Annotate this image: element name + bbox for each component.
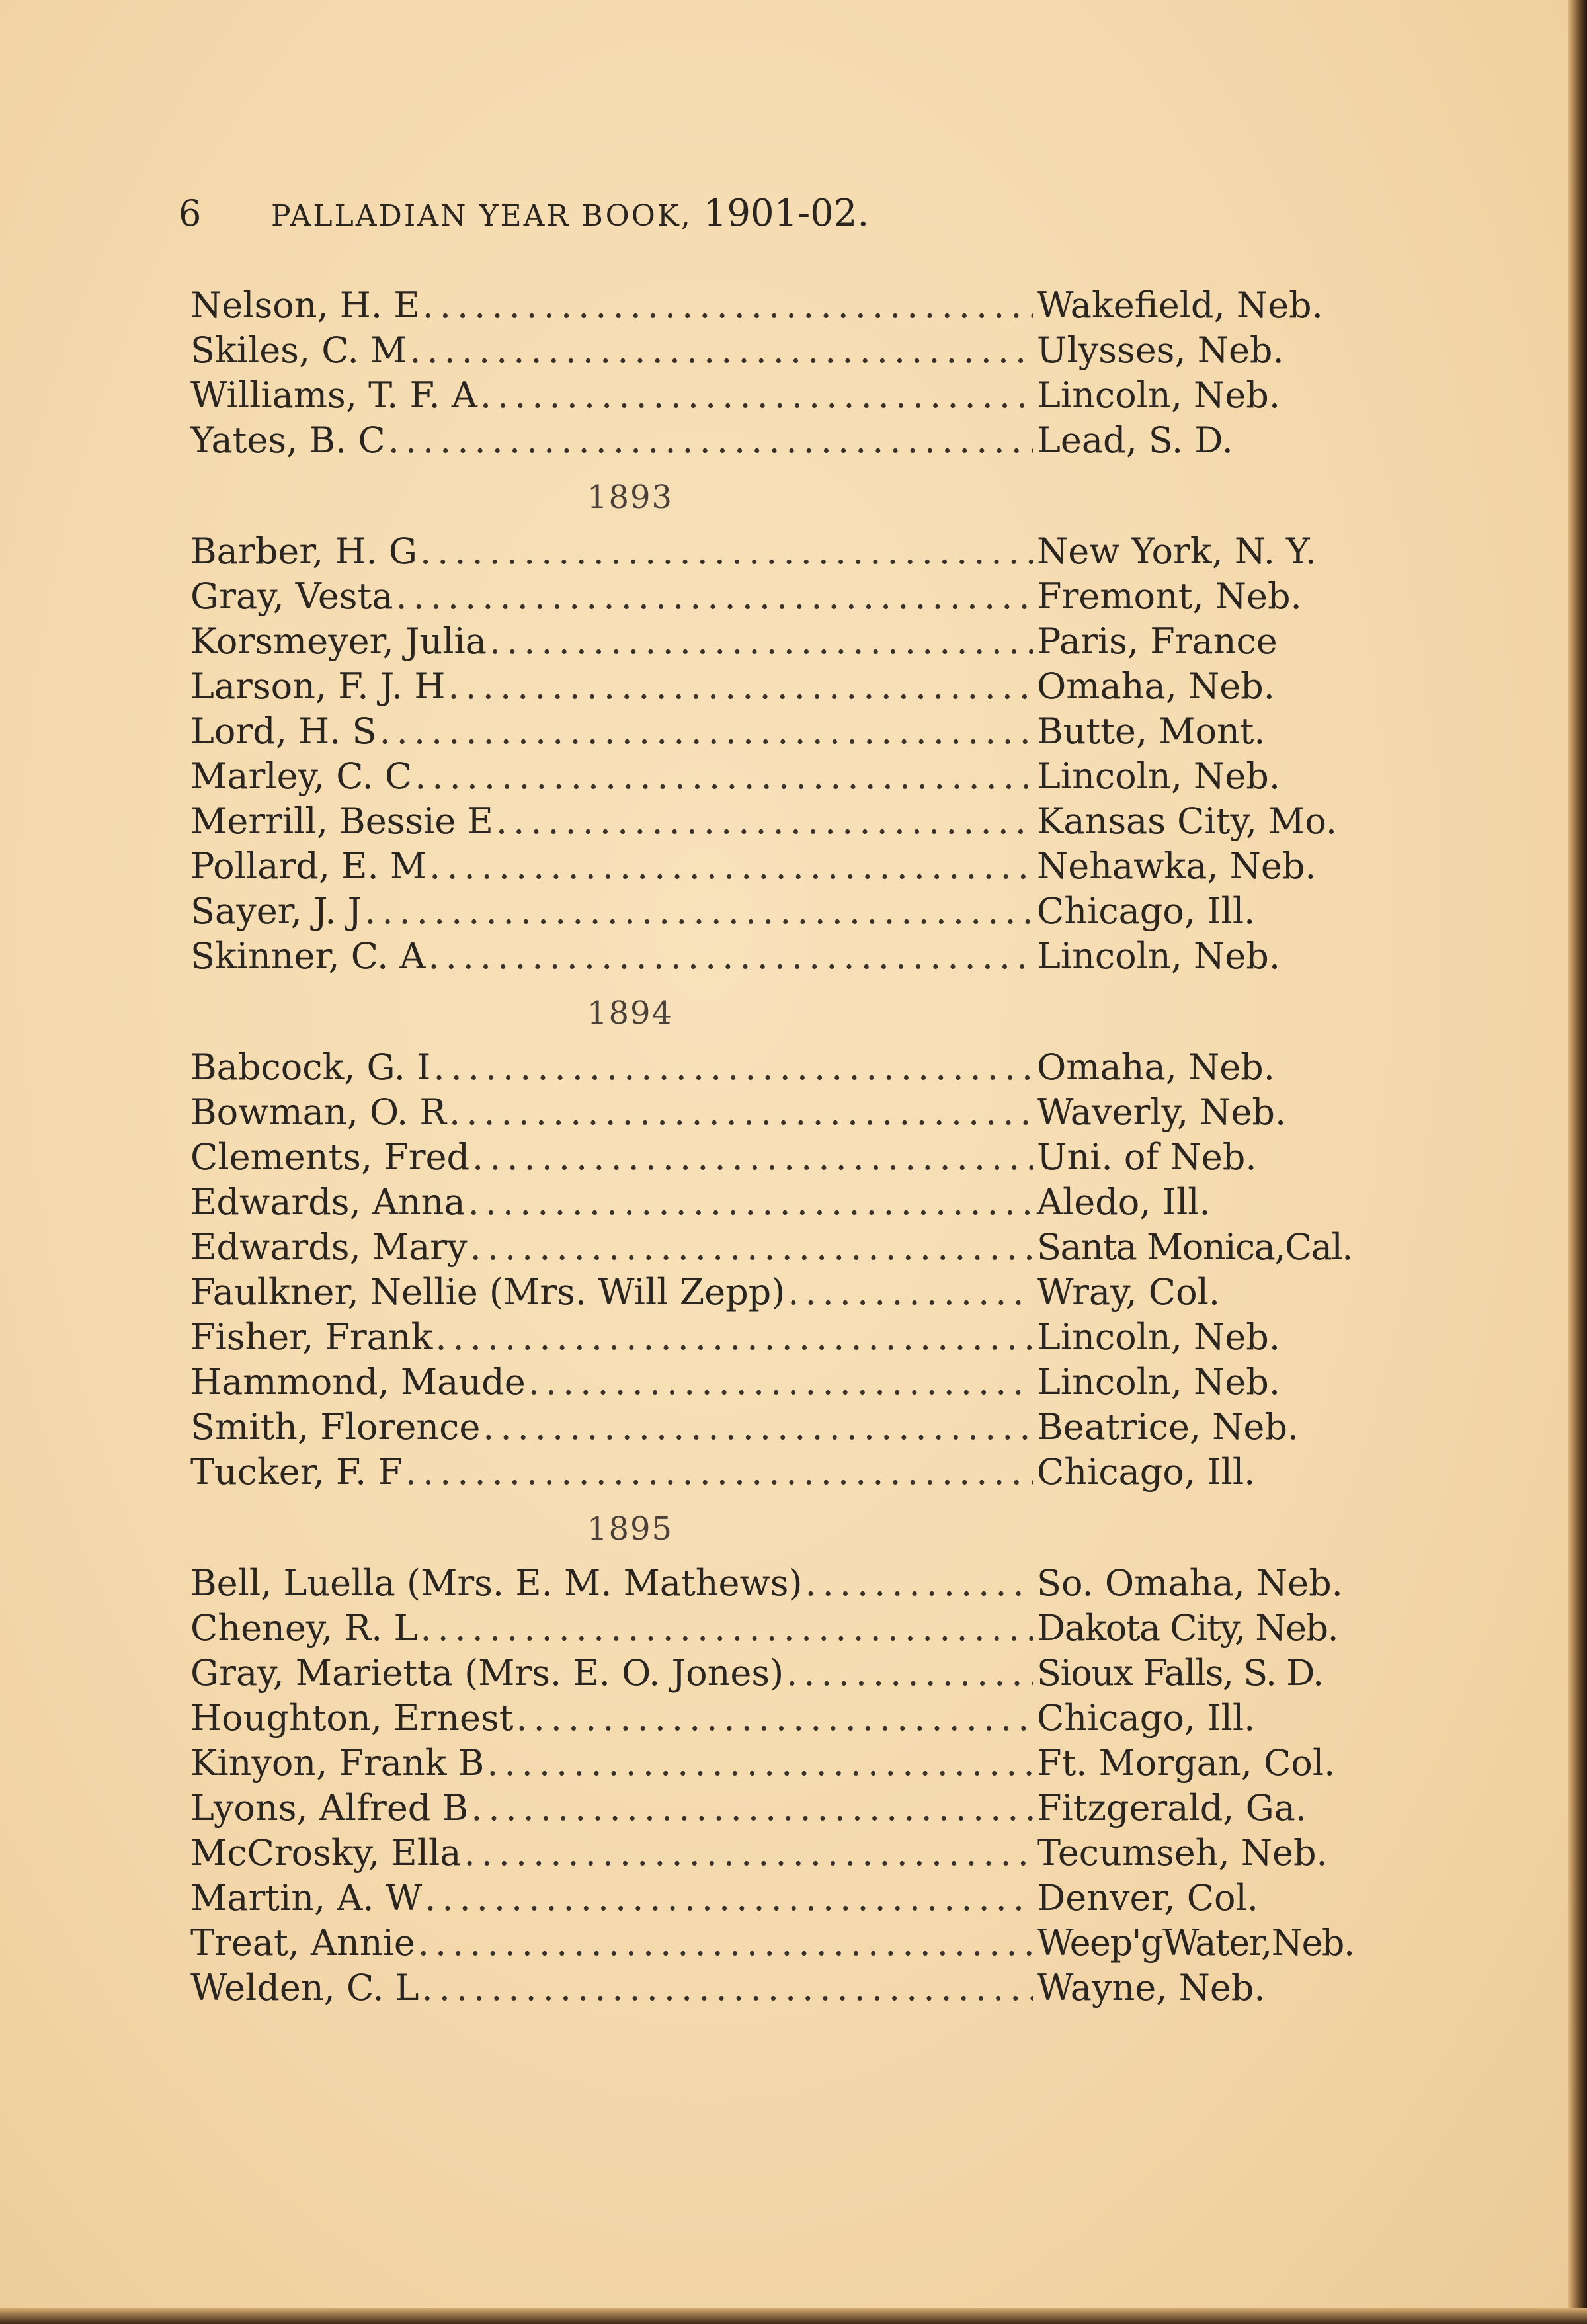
page-edge-bottom — [0, 2308, 1587, 2324]
dot-leader — [487, 1742, 1033, 1784]
entry-name: Yates, B. C — [190, 419, 386, 461]
list-item — [190, 935, 1420, 980]
dot-leader — [415, 755, 1033, 797]
list-item — [190, 800, 1420, 845]
dot-leader — [496, 800, 1033, 842]
entry-name: Smith, Florence — [190, 1406, 481, 1448]
entry-name: Edwards, Anna — [190, 1181, 466, 1223]
list-item — [190, 620, 1420, 665]
entry-name: Clements, Fred — [190, 1136, 470, 1178]
dot-leader — [380, 710, 1034, 752]
entry-place: Lead, S. D. — [1037, 419, 1233, 461]
entry-place: Lincoln, Neb. — [1037, 755, 1280, 797]
entry-place: Wayne, Neb. — [1037, 1967, 1266, 2009]
section-year-heading: 1895 — [587, 1511, 674, 1548]
entry-place: Denver, Col. — [1037, 1877, 1258, 1919]
dot-leader — [423, 284, 1033, 326]
entry-place: Santa Monica,Cal. — [1037, 1226, 1352, 1268]
entry-place: Lincoln, Neb. — [1037, 1361, 1280, 1403]
dot-leader — [435, 1316, 1033, 1358]
list-item — [190, 845, 1420, 890]
list-item — [190, 374, 1420, 419]
entry-name: Hammond, Maude — [190, 1361, 526, 1403]
dot-leader — [388, 419, 1033, 461]
list-item — [190, 1451, 1420, 1496]
entry-place: New York, N. Y. — [1037, 530, 1317, 572]
entry-place: Ulysses, Neb. — [1037, 329, 1284, 371]
dot-leader — [472, 1136, 1033, 1178]
entry-name: Gray, Marietta (Mrs. E. O. Jones) — [190, 1652, 784, 1694]
entry-place: Paris, France — [1037, 620, 1278, 662]
dot-leader — [428, 935, 1033, 977]
dot-leader — [422, 1967, 1033, 2009]
entry-place: Weep'gWater,Neb. — [1037, 1922, 1354, 1964]
dot-leader — [429, 845, 1033, 887]
list-item — [190, 1967, 1420, 2012]
page-number: 6 — [179, 192, 202, 234]
entry-place: Lincoln, Neb. — [1037, 374, 1280, 416]
dot-leader — [516, 1697, 1033, 1739]
list-item — [190, 1832, 1420, 1877]
dot-leader — [420, 530, 1033, 572]
list-item — [190, 1922, 1420, 1967]
list-item — [190, 1091, 1420, 1136]
list-item — [190, 710, 1420, 755]
entry-place: So. Omaha, Neb. — [1037, 1562, 1343, 1604]
entry-place: Beatrice, Neb. — [1037, 1406, 1299, 1448]
entry-name: Faulkner, Nellie (Mrs. Will Zepp) — [190, 1271, 786, 1313]
entry-place: Tecumseh, Neb. — [1037, 1832, 1328, 1874]
dot-leader — [420, 1607, 1033, 1649]
book-title — [271, 192, 869, 235]
dot-leader — [449, 1091, 1033, 1133]
entry-name: Lord, H. S — [190, 710, 377, 752]
list-item — [190, 575, 1420, 620]
entry-place: Chicago, Ill. — [1037, 1697, 1256, 1739]
dot-leader — [788, 1271, 1033, 1313]
dot-leader — [448, 665, 1033, 707]
list-item — [190, 1316, 1420, 1361]
dot-leader — [805, 1562, 1033, 1604]
dot-leader — [483, 1406, 1033, 1448]
entry-place: Uni. of Neb. — [1037, 1136, 1257, 1178]
entry-name: Edwards, Mary — [190, 1226, 468, 1268]
entry-place: Aledo, Ill. — [1037, 1181, 1211, 1223]
list-item — [190, 284, 1420, 329]
list-item — [190, 1562, 1420, 1607]
entry-name: Korsmeyer, Julia — [190, 620, 487, 662]
entry-name: Tucker, F. F — [190, 1451, 403, 1493]
list-item — [190, 1181, 1420, 1226]
dot-leader — [425, 1877, 1033, 1919]
dot-leader — [480, 374, 1033, 416]
list-item — [190, 1607, 1420, 1652]
list-item — [190, 890, 1420, 935]
entry-name: Pollard, E. M — [190, 845, 427, 887]
entry-place: Waverly, Neb. — [1037, 1091, 1287, 1133]
list-item — [190, 1742, 1420, 1787]
entry-name: Bell, Luella (Mrs. E. M. Mathews) — [190, 1562, 803, 1604]
entry-name: Babcock, G. I — [190, 1046, 431, 1088]
alumni-listing — [190, 284, 1420, 2012]
entry-name: Gray, Vesta — [190, 575, 393, 617]
entry-name: Skinner, C. A — [190, 935, 426, 977]
entry-name: McCrosky, Ella — [190, 1832, 462, 1874]
dot-leader — [418, 1922, 1033, 1964]
entry-name: Welden, C. L — [190, 1967, 419, 2009]
entry-place: Wakefield, Neb. — [1037, 284, 1323, 326]
dot-leader — [405, 1451, 1033, 1493]
dot-leader — [409, 329, 1033, 371]
list-item — [190, 1361, 1420, 1406]
entry-place: Lincoln, Neb. — [1037, 935, 1280, 977]
dot-leader — [395, 575, 1033, 617]
entry-name: Merrill, Bessie E — [190, 800, 493, 842]
dot-leader — [786, 1652, 1033, 1694]
entry-place: Fremont, Neb. — [1037, 575, 1302, 617]
dot-leader — [528, 1361, 1033, 1403]
list-item — [190, 530, 1420, 575]
entry-name: Skiles, C. M — [190, 329, 407, 371]
section-year-heading: 1894 — [587, 995, 674, 1032]
entry-place: Dakota City, Neb. — [1037, 1607, 1338, 1649]
dot-leader — [468, 1181, 1033, 1223]
entry-place: Ft. Morgan, Col. — [1037, 1742, 1336, 1784]
book-year-range: 1901-02. — [703, 192, 870, 235]
list-item — [190, 1787, 1420, 1832]
page-edge-right — [1568, 0, 1587, 2324]
entry-place: Fitzgerald, Ga. — [1037, 1787, 1307, 1829]
list-item — [190, 419, 1420, 464]
entry-place: Chicago, Ill. — [1037, 1451, 1256, 1493]
entry-name: Bowman, O. R — [190, 1091, 447, 1133]
entry-place: Kansas City, Mo. — [1037, 800, 1338, 842]
entry-place: Omaha, Neb. — [1037, 665, 1275, 707]
list-item — [190, 1697, 1420, 1742]
entry-place: Omaha, Neb. — [1037, 1046, 1275, 1088]
entry-place: Wray, Col. — [1037, 1271, 1221, 1313]
list-item — [190, 665, 1420, 710]
entry-name: Williams, T. F. A — [190, 374, 477, 416]
entry-name: Lyons, Alfred B — [190, 1787, 469, 1829]
list-item — [190, 755, 1420, 800]
entry-place: Lincoln, Neb. — [1037, 1316, 1280, 1358]
entry-name: Treat, Annie — [190, 1922, 415, 1964]
list-item — [190, 1046, 1420, 1091]
entry-name: Fisher, Frank — [190, 1316, 433, 1358]
list-item — [190, 1406, 1420, 1451]
entry-place: Butte, Mont. — [1037, 710, 1266, 752]
entry-name: Larson, F. J. H — [190, 665, 446, 707]
section-year-heading: 1893 — [587, 479, 674, 516]
list-item — [190, 1226, 1420, 1271]
entry-name: Sayer, J. J — [190, 890, 362, 932]
entry-name: Barber, H. G — [190, 530, 417, 572]
dot-leader — [464, 1832, 1033, 1874]
list-item — [190, 1271, 1420, 1316]
dot-leader — [470, 1226, 1033, 1268]
entry-name: Cheney, R. L — [190, 1607, 418, 1649]
dot-leader — [489, 620, 1033, 662]
running-head — [179, 192, 1170, 245]
list-item — [190, 1877, 1420, 1922]
dot-leader — [471, 1787, 1033, 1829]
list-item — [190, 1652, 1420, 1697]
entry-name: Martin, A. W — [190, 1877, 423, 1919]
entry-name: Nelson, H. E — [190, 284, 420, 326]
book-title-text: PALLADIAN YEAR BOOK, — [271, 199, 692, 233]
dot-leader — [433, 1046, 1033, 1088]
entry-place: Chicago, Ill. — [1037, 890, 1256, 932]
entry-name: Houghton, Ernest — [190, 1697, 514, 1739]
dot-leader — [364, 890, 1033, 932]
entry-place: Nehawka, Neb. — [1037, 845, 1317, 887]
entry-name: Kinyon, Frank B — [190, 1742, 485, 1784]
list-item — [190, 1136, 1420, 1181]
entry-name: Marley, C. C — [190, 755, 413, 797]
entry-place: Sioux Falls, S. D. — [1037, 1652, 1323, 1694]
list-item — [190, 329, 1420, 374]
